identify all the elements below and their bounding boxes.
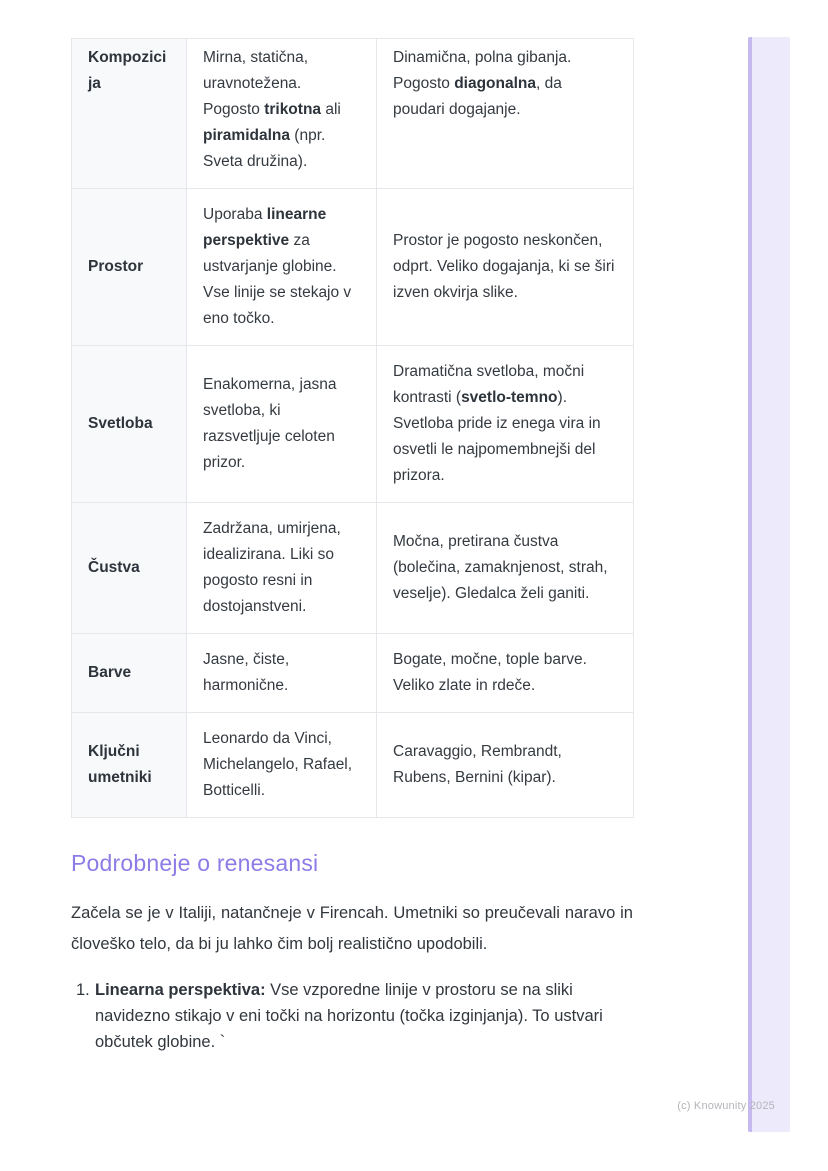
renaissance-cell: Leonardo da Vinci, Michelangelo, Rafael, Botticelli.: [187, 713, 377, 818]
baroque-cell: Dramatična svetloba, močni kontrasti (svetlo-temno). Svetloba pride iz enega vira in osvetli le najpomembnejši del prizora.: [377, 346, 634, 503]
row-header-cell: Barve: [72, 634, 187, 713]
table-row: [72, 503, 634, 634]
section-heading: Podrobneje o renesansi: [71, 850, 319, 876]
page-edge-stripe: [748, 37, 790, 1132]
footer-copyright: (c) Knowunity 2025: [677, 1100, 775, 1112]
renaissance-cell: Jasne, čiste, harmonične.: [187, 634, 377, 713]
table-row: [72, 634, 634, 713]
table-row: [72, 39, 634, 189]
row-header-cell: Kompozicija: [72, 39, 187, 189]
renaissance-cell: Zadržana, umirjena, idealizirana. Liki so pogosto resni in dostojanstveni.: [187, 503, 377, 634]
renaissance-cell: Uporaba linearne perspektive za ustvarjanje globine. Vse linije se stekajo v eno točko.: [187, 189, 377, 346]
table-row: [72, 713, 634, 818]
baroque-cell: Prostor je pogosto neskončen, odprt. Veliko dogajanja, ki se širi izven okvirja slike.: [377, 189, 634, 346]
renaissance-cell: Mirna, statična, uravnotežena. Pogosto trikotna ali piramidalna (npr. Sveta družina).: [187, 39, 377, 189]
row-header-cell: Ključni umetniki: [72, 713, 187, 818]
renaissance-cell: Enakomerna, jasna svetloba, ki razsvetljuje celoten prizor.: [187, 346, 377, 503]
baroque-cell: Bogate, močne, tople barve. Veliko zlate in rdeče.: [377, 634, 634, 713]
comparison-table: [71, 38, 634, 818]
row-header-cell: Svetloba: [72, 346, 187, 503]
table-row: [72, 189, 634, 346]
row-header-cell: Čustva: [72, 503, 187, 634]
table-row: [72, 346, 634, 503]
bold-text: trikotna: [264, 101, 322, 118]
baroque-cell: Močna, pretirana čustva (bolečina, zamaknjenost, strah, veselje). Gledalca želi ganiti.: [377, 503, 634, 634]
list-item: [76, 977, 633, 1055]
row-header-cell: Prostor: [72, 189, 187, 346]
bold-text: diagonalna: [454, 75, 537, 92]
bold-text: svetlo-temno: [461, 389, 558, 406]
list-item-marker: 1.: [76, 981, 90, 999]
comparison-table-body: [72, 39, 634, 818]
numbered-list: [71, 977, 633, 1055]
list-item-text: Linearna perspektiva: Vse vzporedne linije v prostoru se na sliki navidezno stikajo v eni točki na horizontu (točka izginjanja). To ustvari občutek globine. `: [95, 981, 603, 1051]
baroque-cell: Caravaggio, Rembrandt, Rubens, Bernini (kipar).: [377, 713, 634, 818]
baroque-cell: Dinamična, polna gibanja. Pogosto diagonalna, da poudari dogajanje.: [377, 39, 634, 189]
bold-text: piramidalna: [203, 127, 290, 144]
intro-paragraph: Začela se je v Italiji, natančneje v Firencah. Umetniki so preučevali naravo in človeško telo, da bi ju lahko čim bolj realistično upodobili.: [71, 904, 633, 953]
bold-text: linearne perspektive: [203, 206, 327, 249]
page-content: [71, 38, 633, 1055]
bold-text: Linearna perspektiva:: [95, 981, 266, 999]
